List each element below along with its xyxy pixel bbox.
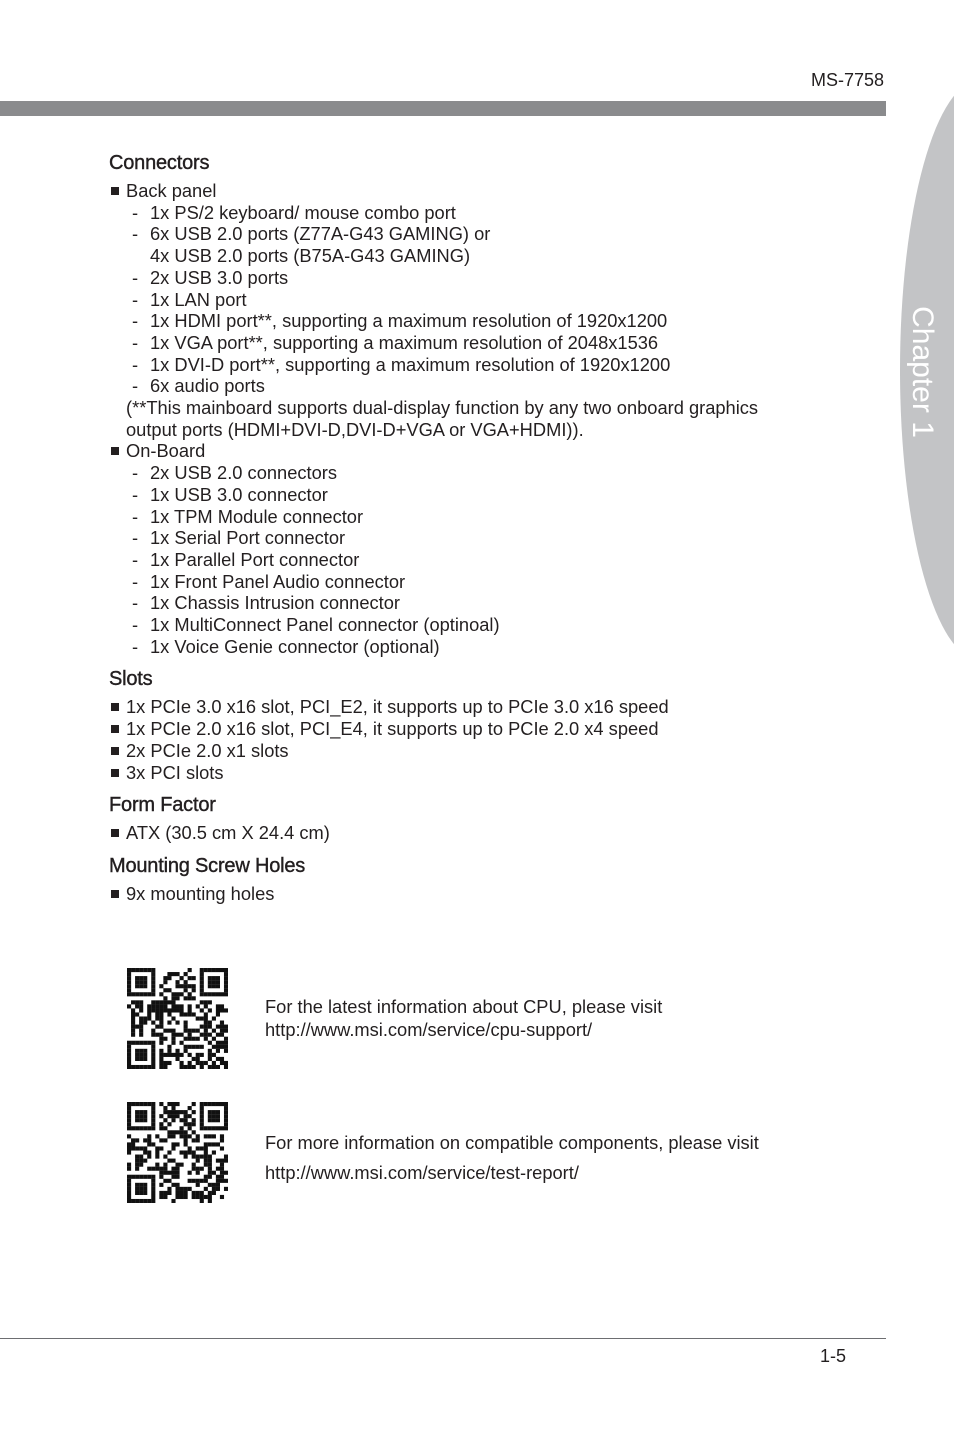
- mounting-section: [109, 855, 829, 905]
- chapter-label: Chapter 1: [906, 306, 939, 438]
- list-item: - 2x USB 2.0 connectors: [109, 462, 829, 484]
- info-text: For more information on compatible components, please visit: [265, 1132, 759, 1153]
- qr-code-icon: [127, 968, 228, 1069]
- spec-content: [109, 152, 829, 916]
- header-bar: [0, 101, 886, 116]
- list-item: 1x PCIe 3.0 x16 slot, PCI_E2, it supports up to PCIe 3.0 x16 speed: [109, 696, 829, 718]
- list-item: - 1x MultiConnect Panel connector (optinoal): [109, 614, 829, 636]
- list-item: - 1x Chassis Intrusion connector: [109, 592, 829, 614]
- list-item: - 1x TPM Module connector: [109, 506, 829, 528]
- list-item: - 1x Front Panel Audio connector: [109, 571, 829, 593]
- list-item: - 1x Voice Genie connector (optional): [109, 636, 829, 658]
- list-item: 4x USB 2.0 ports (B75A-G43 GAMING): [150, 245, 471, 267]
- list-item: Back panel: [109, 180, 829, 202]
- info-url: http://www.msi.com/service/test-report/: [265, 1162, 579, 1183]
- list-item: - 1x PS/2 keyboard/ mouse combo port: [109, 202, 829, 224]
- section-title: Form Factor: [109, 794, 216, 817]
- section-title: Mounting Screw Holes: [109, 854, 306, 877]
- list-item: 9x mounting holes: [109, 883, 829, 905]
- list-item: On-Board: [109, 440, 829, 462]
- page-number: 1-5: [819, 1346, 846, 1366]
- section-title: Slots: [109, 668, 153, 691]
- footer-divider: [0, 1338, 886, 1339]
- list-item: - 1x DVI-D port**, supporting a maximum resolution of 1920x1200: [109, 354, 829, 376]
- slots-section: [109, 668, 829, 783]
- list-item: ATX (30.5 cm X 24.4 cm): [109, 822, 829, 844]
- list-item: - 6x audio ports: [109, 375, 829, 397]
- qr-code-icon: [127, 1102, 228, 1203]
- list-item: - 1x Parallel Port connector: [109, 549, 829, 571]
- list-item: - 1x VGA port**, supporting a maximum resolution of 2048x1536: [109, 332, 829, 354]
- list-item: 3x PCI slots: [109, 762, 829, 784]
- info-text: For the latest information about CPU, please visit: [265, 996, 663, 1017]
- list-item: - 1x USB 3.0 connector: [109, 484, 829, 506]
- connectors-section: [109, 152, 829, 657]
- note-text: output ports (HDMI+DVI-D,DVI-D+VGA or VGA+HDMI)).: [126, 418, 584, 440]
- model-number: MS-7758: [810, 70, 884, 90]
- note-text: (**This mainboard supports dual-display function by any two onboard graphics: [126, 397, 759, 419]
- form-factor-section: [109, 794, 829, 844]
- qr-info-cpu: [265, 995, 662, 1041]
- list-item: - 1x LAN port: [109, 289, 829, 311]
- list-item: - 1x Serial Port connector: [109, 527, 829, 549]
- qr-info-components: [265, 1128, 759, 1188]
- section-title: Connectors: [109, 152, 210, 174]
- list-item: 2x PCIe 2.0 x1 slots: [109, 740, 829, 762]
- list-item: - 6x USB 2.0 ports (Z77A-G43 GAMING) or: [109, 223, 829, 245]
- list-item: - 2x USB 3.0 ports: [109, 267, 829, 289]
- list-item: - 1x HDMI port**, supporting a maximum resolution of 1920x1200: [109, 310, 829, 332]
- info-url: http://www.msi.com/service/cpu-support/: [265, 1019, 593, 1040]
- list-item: 1x PCIe 2.0 x16 slot, PCI_E4, it supports up to PCIe 2.0 x4 speed: [109, 718, 829, 740]
